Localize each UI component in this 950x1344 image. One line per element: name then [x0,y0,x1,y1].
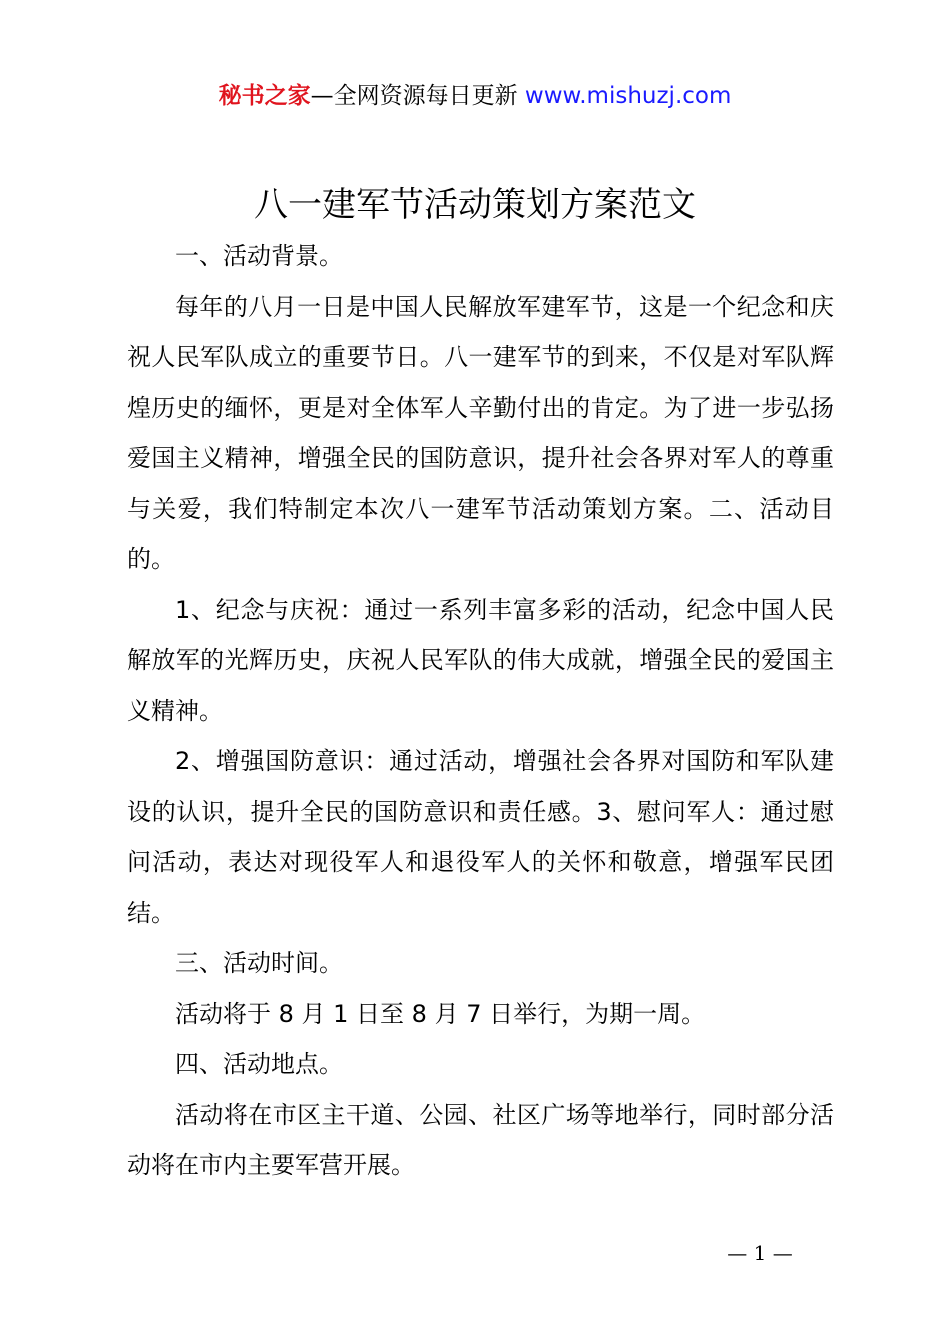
section-heading-location: 四、活动地点。 [175,1050,343,1078]
header-tagline: —全网资源每日更新 [310,83,518,109]
document-title: 八一建军节活动策划方案范文 [254,185,696,225]
section-heading-background: 一、活动背景。 [175,242,343,270]
section-heading-time: 三、活动时间。 [175,949,343,977]
page-number: — 1 — [727,1241,793,1265]
paragraph-location: 活动将在市区主干道、公园、社区广场等地举行，同时部分活动将在市内主要军营开展。 [127,1100,834,1179]
document-body [127,231,834,1191]
paragraph-purpose-2-3: 2、增强国防意识：通过活动，增强社会各界对国防和军队建设的认识，提升全民的国防意识和责任感。3、慰问军人：通过慰问活动，表达对现役军人和退役军人的关怀和敬意，增强军民团结。 [127,747,834,927]
brand-name: 秘书之家 [218,83,311,109]
paragraph-background: 每年的八月一日是中国人民解放军建军节，这是一个纪念和庆祝人民军队成立的重要节日。八一建军节的到来，不仅是对军队辉煌历史的缅怀，更是对全体军人辛勤付出的肯定。为了进一步弘扬爱国主义精神，增强全民的国防意识，提升社会各界对军人的尊重与关爱，我们特制定本次八一建军节活动策划方案。二、活动目的。 [127,292,834,573]
paragraph-time: 活动将于 8 月 1 日至 8 月 7 日举行，为期一周。 [175,999,706,1028]
site-url-link[interactable]: www.mishuzj.com [524,83,732,109]
paragraph-purpose-1: 1、纪念与庆祝：通过一系列丰富多彩的活动，纪念中国人民解放军的光辉历史，庆祝人民军队的伟大成就，增强全民的爱国主义精神。 [127,595,834,725]
site-header [0,80,950,112]
